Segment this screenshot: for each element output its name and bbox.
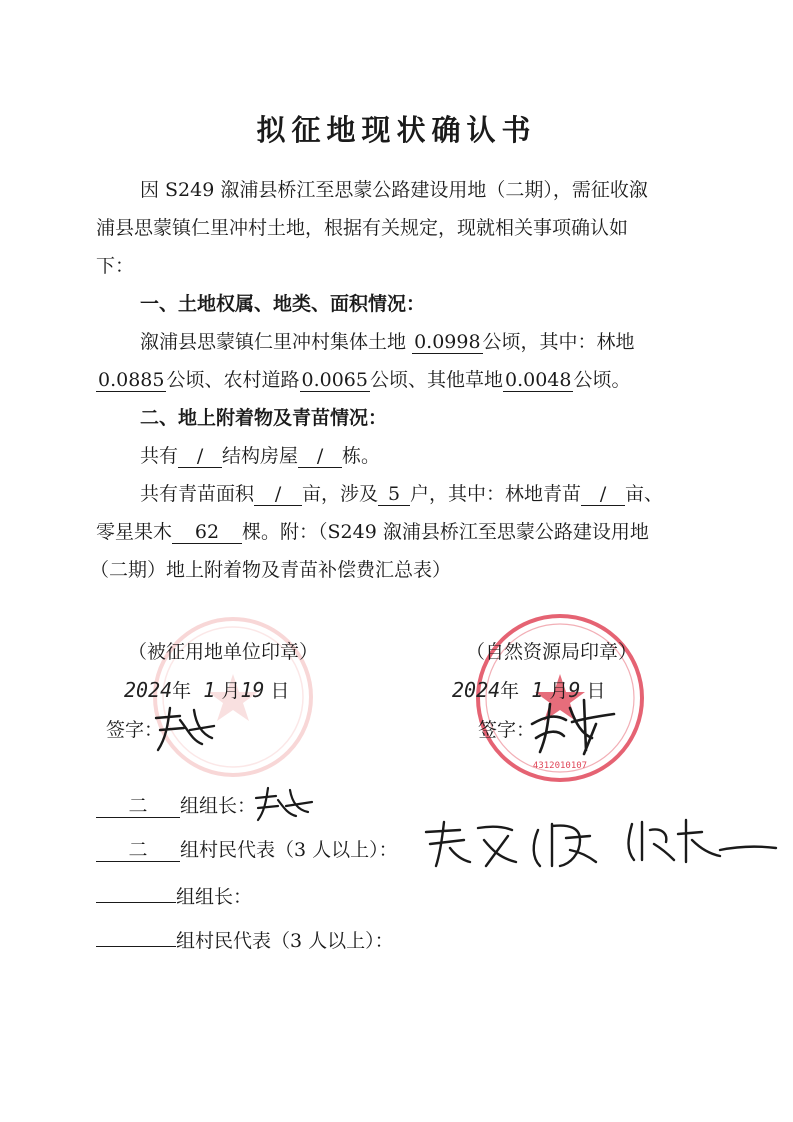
houses-suffix: 栋。 [342,445,381,467]
crop-area-value: / [254,483,302,506]
total-area-value: 0.0998 [414,331,481,353]
forest-area-value: 0.0885 [98,369,165,391]
group-row-2 [96,838,398,862]
land-area-prefix: 溆浦县思蒙镇仁里冲村集体土地 [140,331,407,353]
crops-mid-1: 亩，涉及 [302,483,379,505]
structure-value: / [178,445,222,468]
group-4-role: 组村民代表（3 人以上）： [176,930,394,952]
right-sign-label: 签字： [478,719,536,741]
group-3-number [96,882,176,903]
group-3-role: 组组长： [176,886,253,908]
seal-digits: 4312010107 [532,761,588,771]
crops-mid-2: 户，其中：林地青苗 [410,483,582,505]
left-date-year-unit: 年 [172,680,192,702]
fruit-line [96,520,649,544]
left-date-year: 2024 [124,678,173,702]
intro-line-2: 浦县思蒙镇仁里冲村土地，根据有关规定，现就相关事项确认如 [96,217,629,239]
grass-area-value: 0.0048 [505,369,572,391]
left-sign-label: 签字： [106,719,164,741]
group-row-1 [96,794,256,818]
group-2-role: 组村民代表（3 人以上）： [180,839,398,861]
road-area-unit: 公顷、其他草地 [369,369,503,391]
land-area-suffix: 公顷，其中：林地 [482,331,635,353]
right-seal-label: （自然资源局印章） [466,641,638,663]
land-breakdown-line [96,368,631,392]
right-date-year: 2024 [452,678,501,702]
house-count-value: / [298,445,342,468]
intro-line-3: 下： [96,255,135,277]
group-2-number: 二 [96,839,180,862]
left-date-day-unit: 日 [270,680,290,702]
group-row-4 [96,926,394,953]
left-date-day: 19 [240,678,265,702]
forest-area-unit: 公顷、农村道路 [166,369,300,391]
houses-mid: 结构房屋 [222,445,299,467]
houses-prefix: 共有 [140,445,179,467]
crops-suffix: 亩、 [625,483,664,505]
crops-line [140,482,663,506]
group-leader-signature [252,784,322,824]
left-date-month: 1 [203,678,216,702]
crops-prefix: 共有青苗面积 [140,483,255,505]
fruit-prefix: 零星果木 [96,521,173,543]
right-date-month-unit: 月 [549,680,569,702]
right-date-year-unit: 年 [500,680,520,702]
group-row-3 [96,882,252,909]
right-signature [526,694,618,758]
group-4-number [96,926,176,947]
left-seal-label: （被征用地单位印章） [128,641,319,663]
group-1-number: 二 [96,795,180,818]
villager-representatives-signatures [420,810,780,876]
document-title: 拟征地现状确认书 [256,113,537,147]
attachment-line: （二期）地上附着物及青苗补偿费汇总表） [90,559,452,581]
right-date-day-unit: 日 [586,680,606,702]
road-area-value: 0.0065 [301,369,368,391]
grass-area-unit: 公顷。 [573,369,631,391]
left-date-month-unit: 月 [221,680,241,702]
right-date-month: 1 [531,678,544,702]
group-1-role: 组组长： [180,795,257,817]
fruit-suffix: 棵。附：（S249 溆浦县桥江至思蒙公路建设用地 [242,521,649,543]
houses-line [140,444,380,468]
land-area-line [140,330,635,354]
fruit-count-value: 62 [172,521,242,544]
right-date-day: 9 [568,678,581,702]
section-1-heading: 一、土地权属、地类、面积情况： [140,293,426,315]
left-signature [150,700,220,756]
section-2-heading: 二、地上附着物及青苗情况： [140,407,388,429]
intro-line-1: 因 S249 溆浦县桥江至思蒙公路建设用地（二期），需征收溆 [140,179,648,201]
households-value: 5 [378,483,410,506]
forest-crop-value: / [581,483,625,506]
